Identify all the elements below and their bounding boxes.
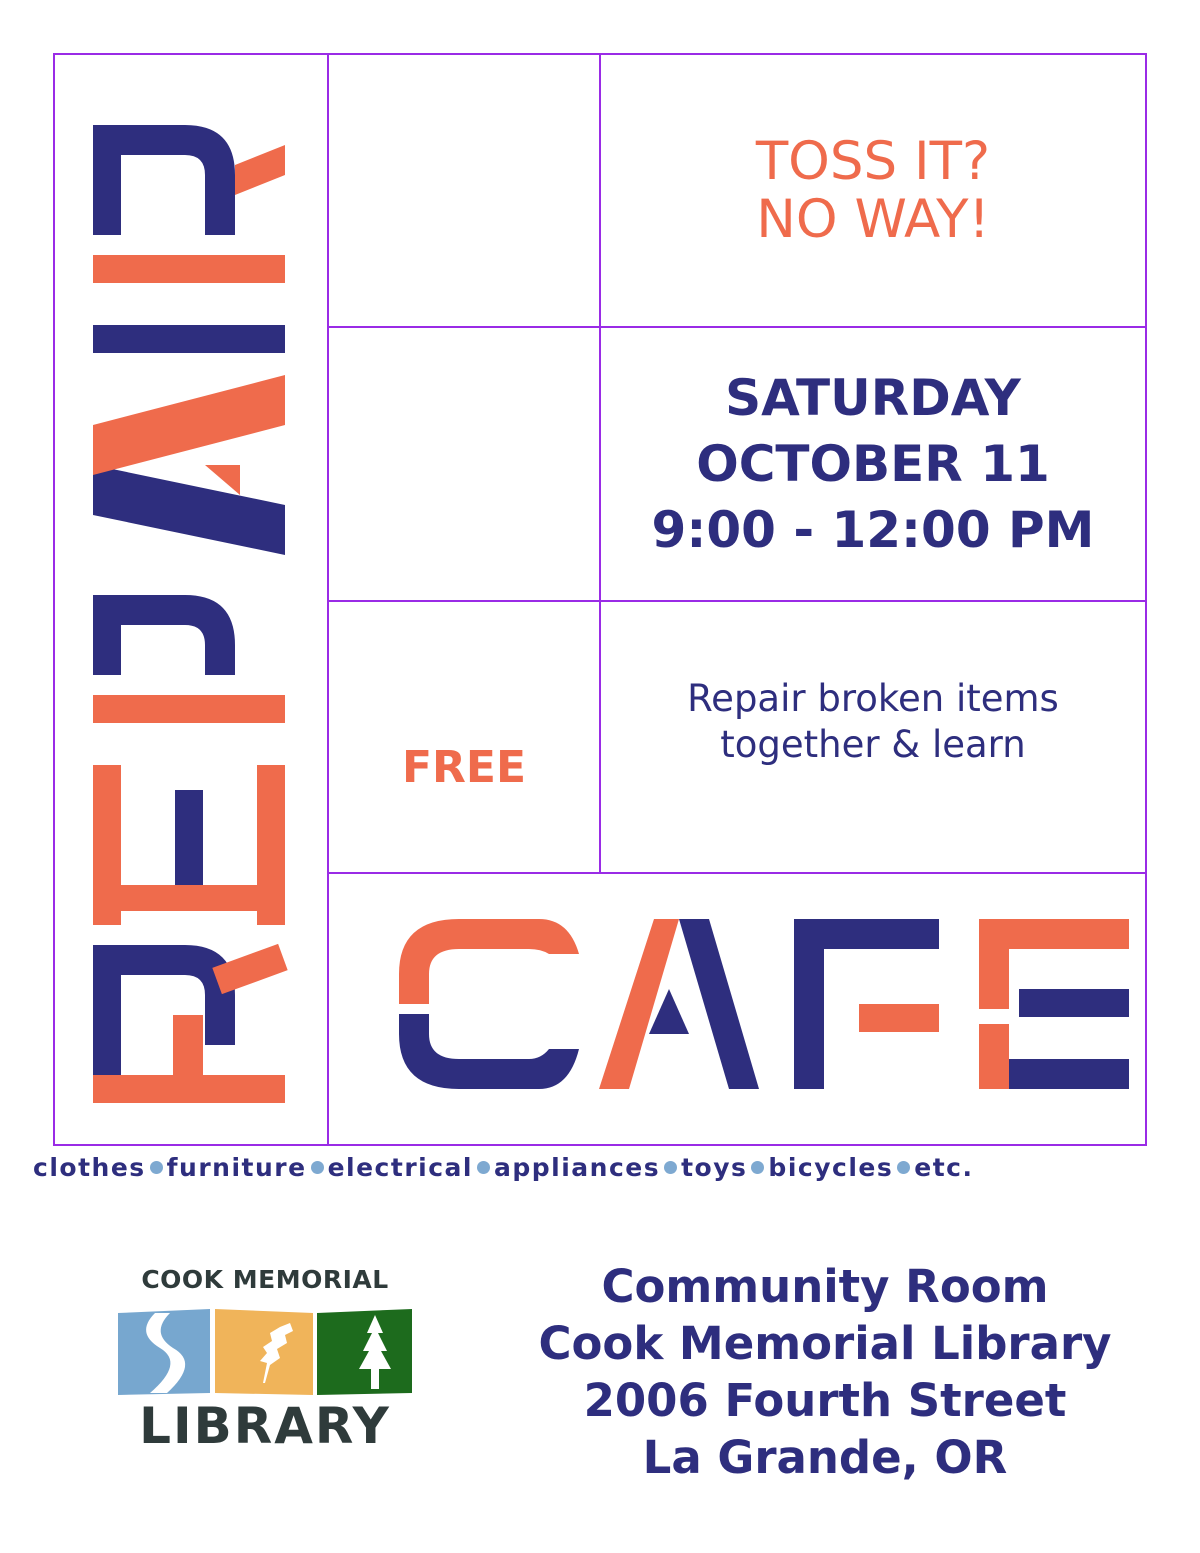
cafe-wordmark-graphic (329, 874, 1145, 1144)
date-cell (601, 328, 1145, 600)
category-appliances: appliances (493, 1152, 661, 1182)
headline-line-1: TOSS IT? (755, 130, 991, 192)
location-street: 2006 Fourth Street (583, 1374, 1067, 1427)
event-date: OCTOBER 11 (696, 435, 1050, 493)
repair-wordmark (55, 55, 327, 1144)
headline (755, 130, 991, 250)
event-location (480, 1258, 1170, 1486)
bullet-dot (897, 1161, 910, 1174)
location-room: Community Room (601, 1260, 1049, 1313)
category-electrical: electrical (327, 1152, 473, 1182)
logo-top-text: COOK MEMORIAL (141, 1265, 389, 1294)
logo-bottom-text: LIBRARY (139, 1397, 391, 1455)
cafe-wordmark (329, 874, 1145, 1144)
bullet-dot (311, 1161, 324, 1174)
category-furniture: furniture (166, 1152, 307, 1182)
price-label: FREE (401, 741, 527, 793)
description-cell (601, 602, 1145, 872)
category-clothes: clothes (33, 1152, 146, 1182)
headline-cell (601, 55, 1145, 326)
description-line-2: together & learn (720, 723, 1026, 766)
event-time: 9:00 - 12:00 PM (651, 501, 1095, 559)
event-day: SATURDAY (725, 369, 1021, 427)
category-toys: toys (681, 1152, 748, 1182)
poster-grid (53, 53, 1147, 1146)
category-list (33, 1150, 1173, 1184)
event-datetime (652, 365, 1095, 563)
description-line-1: Repair broken items (687, 677, 1059, 720)
headline-line-2: NO WAY! (756, 188, 990, 250)
description (687, 676, 1059, 768)
bullet-dot (664, 1161, 677, 1174)
bullet-dot (477, 1161, 490, 1174)
category-bicycles: bicycles (768, 1152, 894, 1182)
bullet-dot (751, 1161, 764, 1174)
bullet-dot (150, 1161, 163, 1174)
location-city: La Grande, OR (642, 1431, 1008, 1484)
price-cell (329, 602, 599, 872)
library-book-icon (115, 1303, 415, 1403)
repair-wordmark-graphic (55, 55, 327, 1144)
location-venue: Cook Memorial Library (538, 1317, 1112, 1370)
library-logo (115, 1265, 415, 1465)
category-etc: etc. (914, 1152, 974, 1182)
